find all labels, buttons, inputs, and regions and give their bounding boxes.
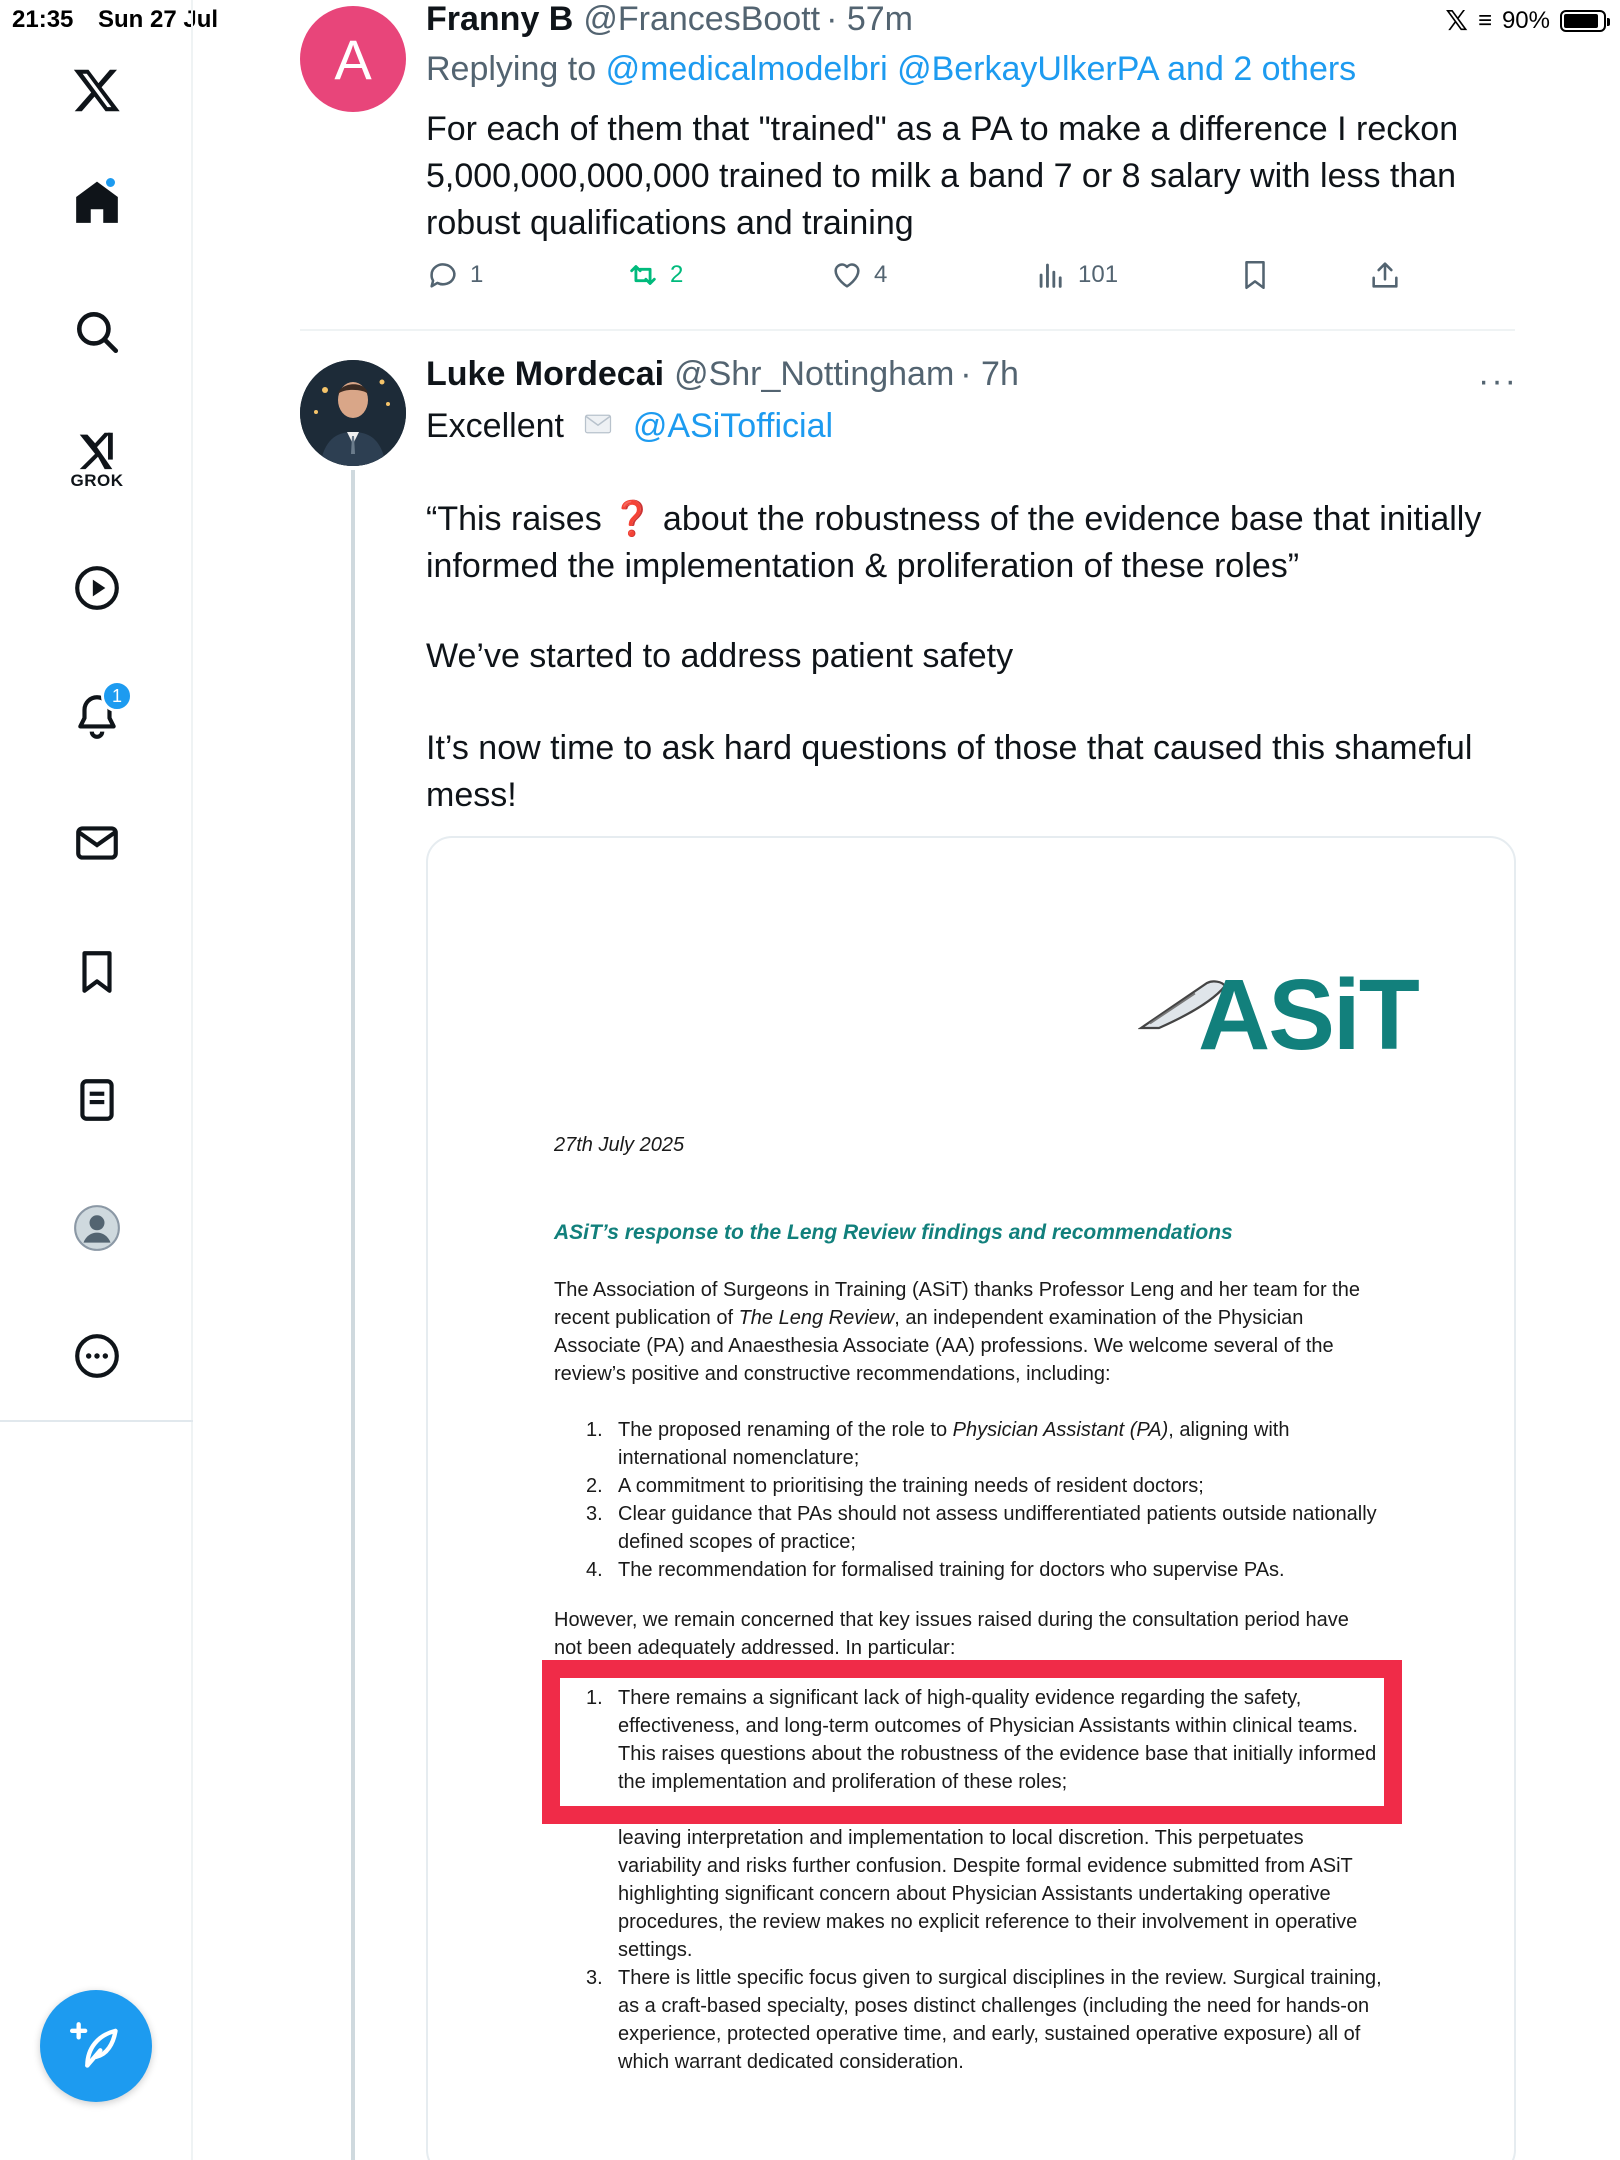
list-item <box>586 1556 1386 1584</box>
list-item <box>586 1416 1386 1472</box>
sidebar-item-notifications[interactable] <box>57 676 137 756</box>
list-number: 3. <box>586 1967 603 1989</box>
tweet-header <box>426 355 1019 394</box>
sidebar-nav <box>0 0 193 2160</box>
mention-asit[interactable]: @ASiTofficial <box>632 407 834 445</box>
avatar[interactable]: A <box>300 6 406 112</box>
tweet-header <box>426 0 913 39</box>
battery-icon <box>1560 10 1606 32</box>
author-name[interactable]: Luke Mordecai <box>426 355 665 393</box>
like-button[interactable] <box>830 258 887 292</box>
tweet-text-para2: We’ve started to address patient safety <box>426 637 1014 675</box>
reply-icon <box>426 258 460 292</box>
list-item <box>586 1824 1386 1964</box>
tweet-separator <box>300 329 1515 331</box>
status-date: Sun 27 Jul <box>98 6 219 33</box>
sidebar-item-video[interactable] <box>57 548 137 628</box>
list-icon <box>72 1075 122 1125</box>
author-name[interactable]: Franny B <box>426 0 574 38</box>
reply-count: 1 <box>470 261 484 288</box>
author-handle[interactable]: @Shr_Nottingham <box>674 355 955 393</box>
replying-to-mentions[interactable]: @medicalmodelbri @BerkayUlkerPA and 2 others <box>605 50 1357 88</box>
list-number <box>586 1824 618 1964</box>
tweet-text: For each of them that "trained" as a PA to make a difference I reckon 5,000,000,000,000 trained to milk a band 7 or 8 salary with less than robust qualifications and training <box>426 110 1459 242</box>
replying-to-line <box>426 50 1356 89</box>
asit-logo <box>1138 958 1418 1073</box>
heart-icon <box>830 258 864 292</box>
wifi-icon: ≡ <box>1477 6 1492 34</box>
list-text: The proposed renaming of the role to Physician Assistant (PA), aligning with international nomenclature; <box>618 1419 1290 1469</box>
thread-connector <box>351 470 355 2160</box>
sidebar-item-search[interactable] <box>57 292 137 372</box>
list-text: There is little specific focus given to surgical disciplines in the review. Surgical training, as a craft-based specialty, poses distinct challenges (including the need for hands-on experience, protected operative time, and early, sustained operative exposure) all of which warrant dedicated consideration. <box>618 1967 1382 2073</box>
intro-text-review: The Leng Review <box>738 1307 895 1329</box>
list-text: Clear guidance that PAs should not assess undifferentiated patients outside nationally defined scopes of practice; <box>618 1503 1377 1553</box>
battery-percent: 90% <box>1501 6 1550 34</box>
replying-to-prefix: Replying to <box>426 50 597 88</box>
tweet-text-quote: “This raises ❓ about the robustness of the evidence base that initially informed the implementation & proliferation of these roles” <box>426 500 1482 585</box>
bookmark-button[interactable] <box>1238 258 1272 292</box>
list-number: 1. <box>586 1419 603 1441</box>
list-text: There remains a significant lack of high-quality evidence regarding the safety, effectiveness, and long-term outcomes of Physician Assistants within clinical teams. This raises questions about the robustness of the evidence base that initially informed the implementation and proliferation of these roles; <box>618 1687 1377 1793</box>
positives-list <box>586 1416 1386 1584</box>
letter-intro <box>554 1276 1384 1388</box>
share-icon <box>1368 258 1402 292</box>
share-button[interactable] <box>1368 258 1402 292</box>
asit-letter-document <box>428 838 1514 2160</box>
repost-button[interactable] <box>626 258 683 292</box>
mail-icon <box>72 818 122 868</box>
author-handle[interactable]: @FrancesBoott <box>583 0 821 38</box>
views-chart-icon <box>1034 258 1068 292</box>
status-indicators <box>1445 4 1606 37</box>
concern-intro: However, we remain concerned that key issues raised during the consultation period have not been adequately addressed. In particular: <box>554 1609 1349 1659</box>
more-options-button[interactable]: ··· <box>1478 362 1518 400</box>
view-count: 101 <box>1078 261 1119 288</box>
list-number: 3. <box>586 1503 603 1525</box>
intro-text-c: , an independent examination of the Physician Associate (PA) and Anaesthesia Associate (AA) professions. We welcome several of the review’s positive and constructive recommendations, including: <box>554 1307 1334 1385</box>
feather-plus-icon <box>70 2020 122 2072</box>
red-highlight-box <box>542 1660 1402 1824</box>
repost-count: 2 <box>670 261 684 288</box>
letter-heading: ASiT’s response to the Leng Review findings and recommendations <box>554 1221 1233 1244</box>
profile-photo <box>300 360 406 466</box>
list-item <box>586 1964 1386 2076</box>
sidebar-item-profile[interactable] <box>57 1188 137 1268</box>
list-number: 4. <box>586 1559 603 1581</box>
bookmark-icon <box>1238 258 1272 292</box>
more-circle-icon <box>72 1331 122 1381</box>
home-notification-dot <box>104 176 117 189</box>
intro-text-a: The Association of Surgeons in Training (ASiT) thanks Professor Leng and her team for the recent publication of <box>554 1279 1360 1329</box>
sidebar-item-lists[interactable] <box>57 1060 137 1140</box>
reply-button[interactable] <box>426 258 483 292</box>
tweet-time: · 7h <box>960 355 1019 393</box>
list-item <box>586 1500 1386 1556</box>
letter-date: 27th July 2025 <box>554 1134 685 1156</box>
grok-status-icon: 𝕏 <box>1445 5 1468 36</box>
list-number: 2. <box>586 1475 603 1497</box>
tweet-text-line1 <box>426 403 1506 452</box>
x-logo-icon[interactable] <box>57 50 137 130</box>
bookmark-icon <box>72 947 122 997</box>
status-time: 21:35 <box>12 6 74 33</box>
like-count: 4 <box>874 261 888 288</box>
compose-post-button[interactable] <box>40 1990 152 2102</box>
sidebar-item-more[interactable] <box>57 1316 137 1396</box>
tweet-time: · 57m <box>826 0 914 38</box>
grok-icon <box>74 427 120 473</box>
list-item <box>586 1472 1386 1500</box>
grok-label: GROK <box>70 471 124 490</box>
list-text: A commitment to prioritising the training needs of resident doctors; <box>618 1475 1204 1497</box>
tweet-actions <box>426 258 1426 302</box>
sidebar-divider <box>0 1420 193 1422</box>
text-excellent: Excellent <box>426 407 564 445</box>
repost-icon <box>626 258 660 292</box>
avatar[interactable] <box>300 360 406 466</box>
sidebar-item-bookmarks[interactable] <box>57 932 137 1012</box>
sidebar-item-home[interactable] <box>57 162 137 242</box>
views-button[interactable] <box>1034 258 1118 292</box>
envelope-emoji-icon <box>579 405 617 452</box>
search-icon <box>72 307 122 357</box>
sidebar-item-grok[interactable] <box>57 414 137 504</box>
list-number: 1. <box>586 1687 603 1709</box>
list-text: The recommendation for formalised training for doctors who supervise PAs. <box>618 1559 1285 1581</box>
asit-logo-text: ASiT <box>1198 959 1418 1071</box>
profile-avatar-icon <box>72 1203 122 1253</box>
notifications-count-badge: 1 <box>101 680 133 712</box>
play-circle-icon <box>72 563 122 613</box>
attached-image[interactable] <box>426 836 1516 2160</box>
sidebar-item-messages[interactable] <box>57 803 137 883</box>
concerns-list-continued <box>586 1824 1386 2076</box>
tweet-text-para3: It’s now time to ask hard questions of those that caused this shameful mess! <box>426 729 1473 814</box>
list-text: leaving interpretation and implementation to local discretion. This perpetuates variability and risks further confusion. Despite formal evidence submitted from ASiT highlighting significant concern about Physician Assistants undertaking operative procedures, the review makes no explicit reference to their involvement in operative settings. <box>618 1827 1358 1961</box>
